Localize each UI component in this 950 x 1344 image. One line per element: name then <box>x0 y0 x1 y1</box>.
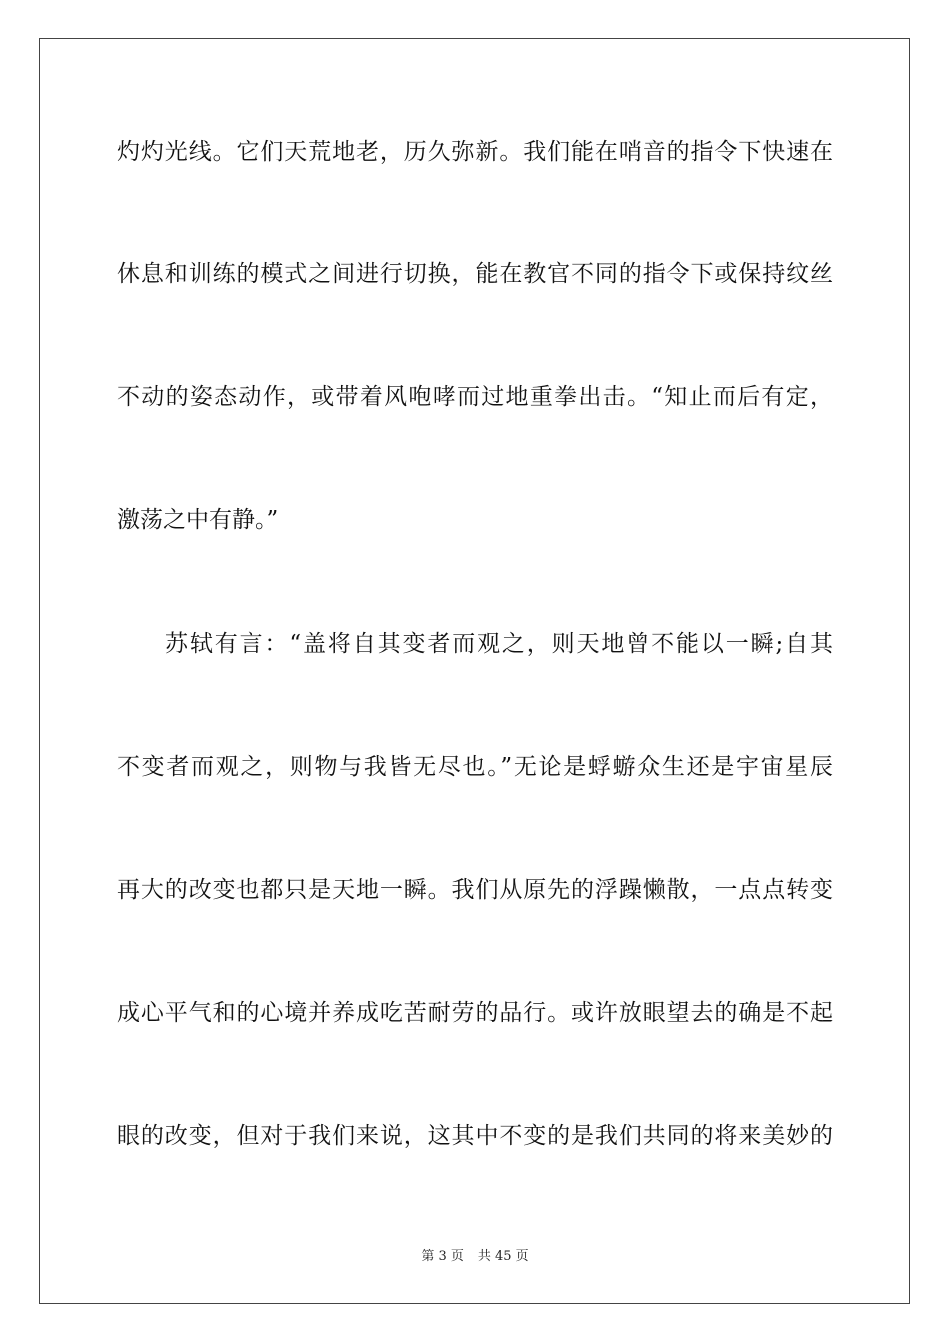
page-total: 共 45 页 <box>477 1249 529 1264</box>
text-line: 成心平气和的心境并养成吃苦耐劳的品行。或许放眼望去的确是不起 <box>117 1000 833 1026</box>
page-footer <box>0 1248 950 1266</box>
text-line: 不变者而观之，则物与我皆无尽也。”无论是蜉蝣众生还是宇宙星辰 <box>117 754 833 780</box>
text-line: 休息和训练的模式之间进行切换，能在教官不同的指令下或保持纹丝 <box>117 261 833 287</box>
paragraph-first-line: 苏轼有言：“盖将自其变者而观之，则天地曾不能以一瞬;自其 <box>165 631 833 657</box>
text-line: 不动的姿态动作，或带着风咆哮而过地重拳出击。“知止而后有定， <box>117 384 833 410</box>
text-line: 眼的改变，但对于我们来说，这其中不变的是我们共同的将来美妙的 <box>117 1123 833 1149</box>
page-number: 第 3 页 <box>421 1249 464 1264</box>
page-border <box>39 38 910 1304</box>
text-line: 再大的改变也都只是天地一瞬。我们从原先的浮躁懒散，一点点转变 <box>117 877 833 903</box>
text-line: 灼灼光线。它们天荒地老，历久弥新。我们能在哨音的指令下快速在 <box>117 139 833 165</box>
text-line: 激荡之中有静。” <box>117 507 279 533</box>
